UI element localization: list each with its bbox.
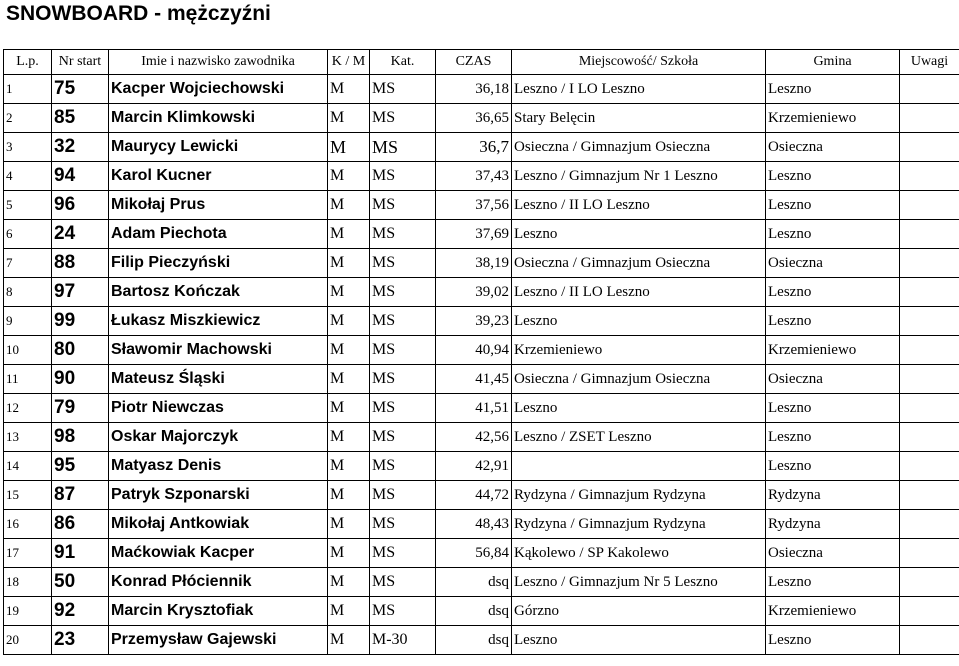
cell-miejscowosc: Stary Belęcin <box>512 104 766 133</box>
cell-lp: 4 <box>4 162 52 191</box>
cell-uwagi <box>900 307 959 336</box>
cell-kat: MS <box>370 220 436 249</box>
table-row <box>4 162 959 191</box>
cell-uwagi <box>900 452 959 481</box>
cell-k-m: M <box>328 394 370 423</box>
cell-miejscowosc: Leszno <box>512 220 766 249</box>
cell-lp: 18 <box>4 568 52 597</box>
cell-lp: 13 <box>4 423 52 452</box>
cell-nr-start: 91 <box>52 539 109 568</box>
cell-czas: 39,23 <box>436 307 512 336</box>
header-name: Imie i nazwisko zawodnika <box>109 50 328 75</box>
cell-gmina: Leszno <box>766 626 900 655</box>
table-row <box>4 104 959 133</box>
cell-kat: MS <box>370 249 436 278</box>
table-row <box>4 278 959 307</box>
cell-nr-start: 85 <box>52 104 109 133</box>
cell-czas: 36,7 <box>436 133 512 162</box>
cell-uwagi <box>900 336 959 365</box>
cell-miejscowosc: Leszno / I LO Leszno <box>512 75 766 104</box>
table-row <box>4 336 959 365</box>
results-table <box>3 49 959 655</box>
cell-czas: 42,91 <box>436 452 512 481</box>
cell-name: Łukasz Miszkiewicz <box>109 307 328 336</box>
table-header-row <box>4 50 959 75</box>
cell-uwagi <box>900 510 959 539</box>
cell-gmina: Leszno <box>766 423 900 452</box>
cell-kat: MS <box>370 597 436 626</box>
cell-miejscowosc: Leszno / Gimnazjum Nr 5 Leszno <box>512 568 766 597</box>
cell-czas: 41,45 <box>436 365 512 394</box>
page-title: SNOWBOARD - mężczyźni <box>6 2 271 25</box>
cell-kat: MS <box>370 307 436 336</box>
table-row <box>4 307 959 336</box>
cell-lp: 12 <box>4 394 52 423</box>
cell-nr-start: 80 <box>52 336 109 365</box>
cell-kat: MS <box>370 365 436 394</box>
cell-name: Bartosz Kończak <box>109 278 328 307</box>
cell-miejscowosc: Rydzyna / Gimnazjum Rydzyna <box>512 510 766 539</box>
header-miejscowosc: Miejscowość/ Szkoła <box>512 50 766 75</box>
cell-czas: 41,51 <box>436 394 512 423</box>
cell-kat: MS <box>370 104 436 133</box>
cell-miejscowosc: Górzno <box>512 597 766 626</box>
header-gmina: Gmina <box>766 50 900 75</box>
cell-k-m: M <box>328 133 370 162</box>
cell-nr-start: 95 <box>52 452 109 481</box>
cell-kat: MS <box>370 133 436 162</box>
cell-gmina: Osieczna <box>766 365 900 394</box>
table-row <box>4 394 959 423</box>
cell-uwagi <box>900 423 959 452</box>
cell-uwagi <box>900 539 959 568</box>
cell-lp: 9 <box>4 307 52 336</box>
cell-czas: 40,94 <box>436 336 512 365</box>
cell-nr-start: 97 <box>52 278 109 307</box>
cell-uwagi <box>900 104 959 133</box>
cell-lp: 2 <box>4 104 52 133</box>
cell-czas: 38,19 <box>436 249 512 278</box>
cell-nr-start: 90 <box>52 365 109 394</box>
cell-name: Kacper Wojciechowski <box>109 75 328 104</box>
cell-k-m: M <box>328 568 370 597</box>
cell-czas: 42,56 <box>436 423 512 452</box>
cell-lp: 10 <box>4 336 52 365</box>
table-row <box>4 75 959 104</box>
cell-name: Maćkowiak Kacper <box>109 539 328 568</box>
cell-miejscowosc <box>512 452 766 481</box>
cell-uwagi <box>900 365 959 394</box>
header-nr-start: Nr start <box>52 50 109 75</box>
cell-gmina: Leszno <box>766 307 900 336</box>
cell-nr-start: 75 <box>52 75 109 104</box>
cell-name: Adam Piechota <box>109 220 328 249</box>
cell-kat: MS <box>370 539 436 568</box>
cell-name: Patryk Szponarski <box>109 481 328 510</box>
table-row <box>4 423 959 452</box>
cell-name: Filip Pieczyński <box>109 249 328 278</box>
header-kat: Kat. <box>370 50 436 75</box>
cell-kat: MS <box>370 423 436 452</box>
cell-gmina: Leszno <box>766 75 900 104</box>
cell-k-m: M <box>328 452 370 481</box>
cell-uwagi <box>900 394 959 423</box>
cell-nr-start: 79 <box>52 394 109 423</box>
cell-miejscowosc: Osieczna / Gimnazjum Osieczna <box>512 365 766 394</box>
cell-lp: 11 <box>4 365 52 394</box>
cell-lp: 1 <box>4 75 52 104</box>
cell-k-m: M <box>328 365 370 394</box>
cell-miejscowosc: Leszno <box>512 394 766 423</box>
cell-miejscowosc: Kąkolewo / SP Kakolewo <box>512 539 766 568</box>
cell-lp: 3 <box>4 133 52 162</box>
cell-uwagi <box>900 278 959 307</box>
cell-lp: 8 <box>4 278 52 307</box>
cell-nr-start: 50 <box>52 568 109 597</box>
cell-name: Konrad Płóciennik <box>109 568 328 597</box>
cell-nr-start: 88 <box>52 249 109 278</box>
cell-gmina: Krzemieniewo <box>766 597 900 626</box>
cell-uwagi <box>900 191 959 220</box>
cell-czas: 36,18 <box>436 75 512 104</box>
cell-name: Maurycy Lewicki <box>109 133 328 162</box>
cell-name: Marcin Klimkowski <box>109 104 328 133</box>
cell-uwagi <box>900 249 959 278</box>
header-lp: L.p. <box>4 50 52 75</box>
cell-czas: 48,43 <box>436 510 512 539</box>
cell-nr-start: 24 <box>52 220 109 249</box>
cell-name: Mateusz Śląski <box>109 365 328 394</box>
cell-name: Sławomir Machowski <box>109 336 328 365</box>
cell-gmina: Krzemieniewo <box>766 336 900 365</box>
cell-nr-start: 86 <box>52 510 109 539</box>
cell-miejscowosc: Leszno / Gimnazjum Nr 1 Leszno <box>512 162 766 191</box>
cell-gmina: Osieczna <box>766 133 900 162</box>
cell-name: Karol Kucner <box>109 162 328 191</box>
cell-k-m: M <box>328 481 370 510</box>
cell-uwagi <box>900 568 959 597</box>
cell-gmina: Leszno <box>766 191 900 220</box>
cell-k-m: M <box>328 597 370 626</box>
cell-miejscowosc: Leszno <box>512 307 766 336</box>
table-row <box>4 626 959 655</box>
cell-miejscowosc: Rydzyna / Gimnazjum Rydzyna <box>512 481 766 510</box>
cell-gmina: Rydzyna <box>766 481 900 510</box>
cell-lp: 16 <box>4 510 52 539</box>
cell-nr-start: 87 <box>52 481 109 510</box>
cell-k-m: M <box>328 249 370 278</box>
cell-czas: 37,56 <box>436 191 512 220</box>
cell-gmina: Krzemieniewo <box>766 104 900 133</box>
cell-kat: MS <box>370 568 436 597</box>
cell-miejscowosc: Osieczna / Gimnazjum Osieczna <box>512 249 766 278</box>
cell-miejscowosc: Leszno / ZSET Leszno <box>512 423 766 452</box>
cell-gmina: Leszno <box>766 278 900 307</box>
cell-kat: MS <box>370 75 436 104</box>
cell-kat: MS <box>370 336 436 365</box>
cell-miejscowosc: Leszno <box>512 626 766 655</box>
cell-nr-start: 32 <box>52 133 109 162</box>
cell-k-m: M <box>328 336 370 365</box>
table-row <box>4 249 959 278</box>
cell-miejscowosc: Leszno / II LO Leszno <box>512 191 766 220</box>
header-k-m: K / M <box>328 50 370 75</box>
table-row <box>4 365 959 394</box>
cell-name: Mikołaj Prus <box>109 191 328 220</box>
cell-uwagi <box>900 626 959 655</box>
cell-czas: 56,84 <box>436 539 512 568</box>
table-row <box>4 597 959 626</box>
cell-lp: 20 <box>4 626 52 655</box>
cell-k-m: M <box>328 539 370 568</box>
cell-miejscowosc: Krzemieniewo <box>512 336 766 365</box>
cell-name: Matyasz Denis <box>109 452 328 481</box>
cell-name: Przemysław Gajewski <box>109 626 328 655</box>
cell-lp: 19 <box>4 597 52 626</box>
cell-czas: dsq <box>436 597 512 626</box>
cell-uwagi <box>900 162 959 191</box>
cell-lp: 15 <box>4 481 52 510</box>
cell-gmina: Leszno <box>766 568 900 597</box>
cell-czas: 37,69 <box>436 220 512 249</box>
cell-nr-start: 99 <box>52 307 109 336</box>
header-czas: CZAS <box>436 50 512 75</box>
cell-czas: 44,72 <box>436 481 512 510</box>
table-row <box>4 452 959 481</box>
cell-name: Piotr Niewczas <box>109 394 328 423</box>
cell-czas: 39,02 <box>436 278 512 307</box>
cell-uwagi <box>900 481 959 510</box>
cell-gmina: Leszno <box>766 220 900 249</box>
cell-name: Oskar Majorczyk <box>109 423 328 452</box>
cell-kat: MS <box>370 452 436 481</box>
cell-nr-start: 92 <box>52 597 109 626</box>
cell-uwagi <box>900 597 959 626</box>
cell-gmina: Leszno <box>766 394 900 423</box>
cell-gmina: Leszno <box>766 452 900 481</box>
header-uwagi: Uwagi <box>900 50 959 75</box>
table-row <box>4 220 959 249</box>
cell-nr-start: 98 <box>52 423 109 452</box>
cell-lp: 14 <box>4 452 52 481</box>
table-row <box>4 539 959 568</box>
cell-k-m: M <box>328 510 370 539</box>
cell-nr-start: 23 <box>52 626 109 655</box>
cell-nr-start: 94 <box>52 162 109 191</box>
cell-k-m: M <box>328 626 370 655</box>
cell-kat: MS <box>370 278 436 307</box>
cell-miejscowosc: Osieczna / Gimnazjum Osieczna <box>512 133 766 162</box>
cell-k-m: M <box>328 278 370 307</box>
cell-name: Marcin Krysztofiak <box>109 597 328 626</box>
cell-gmina: Osieczna <box>766 539 900 568</box>
cell-kat: M-30 <box>370 626 436 655</box>
cell-kat: MS <box>370 191 436 220</box>
cell-uwagi <box>900 220 959 249</box>
cell-name: Mikołaj Antkowiak <box>109 510 328 539</box>
table-row <box>4 133 959 162</box>
cell-nr-start: 96 <box>52 191 109 220</box>
cell-gmina: Rydzyna <box>766 510 900 539</box>
cell-gmina: Osieczna <box>766 249 900 278</box>
cell-lp: 17 <box>4 539 52 568</box>
cell-czas: dsq <box>436 568 512 597</box>
cell-uwagi <box>900 133 959 162</box>
cell-gmina: Leszno <box>766 162 900 191</box>
cell-lp: 6 <box>4 220 52 249</box>
table-row <box>4 510 959 539</box>
cell-k-m: M <box>328 75 370 104</box>
cell-k-m: M <box>328 104 370 133</box>
cell-kat: MS <box>370 162 436 191</box>
cell-czas: dsq <box>436 626 512 655</box>
cell-kat: MS <box>370 394 436 423</box>
cell-k-m: M <box>328 423 370 452</box>
cell-lp: 5 <box>4 191 52 220</box>
cell-kat: MS <box>370 510 436 539</box>
cell-czas: 36,65 <box>436 104 512 133</box>
table-row <box>4 481 959 510</box>
cell-lp: 7 <box>4 249 52 278</box>
cell-k-m: M <box>328 307 370 336</box>
cell-k-m: M <box>328 220 370 249</box>
cell-miejscowosc: Leszno / II LO Leszno <box>512 278 766 307</box>
cell-czas: 37,43 <box>436 162 512 191</box>
cell-uwagi <box>900 75 959 104</box>
cell-kat: MS <box>370 481 436 510</box>
table-row <box>4 191 959 220</box>
cell-k-m: M <box>328 162 370 191</box>
cell-k-m: M <box>328 191 370 220</box>
table-row <box>4 568 959 597</box>
